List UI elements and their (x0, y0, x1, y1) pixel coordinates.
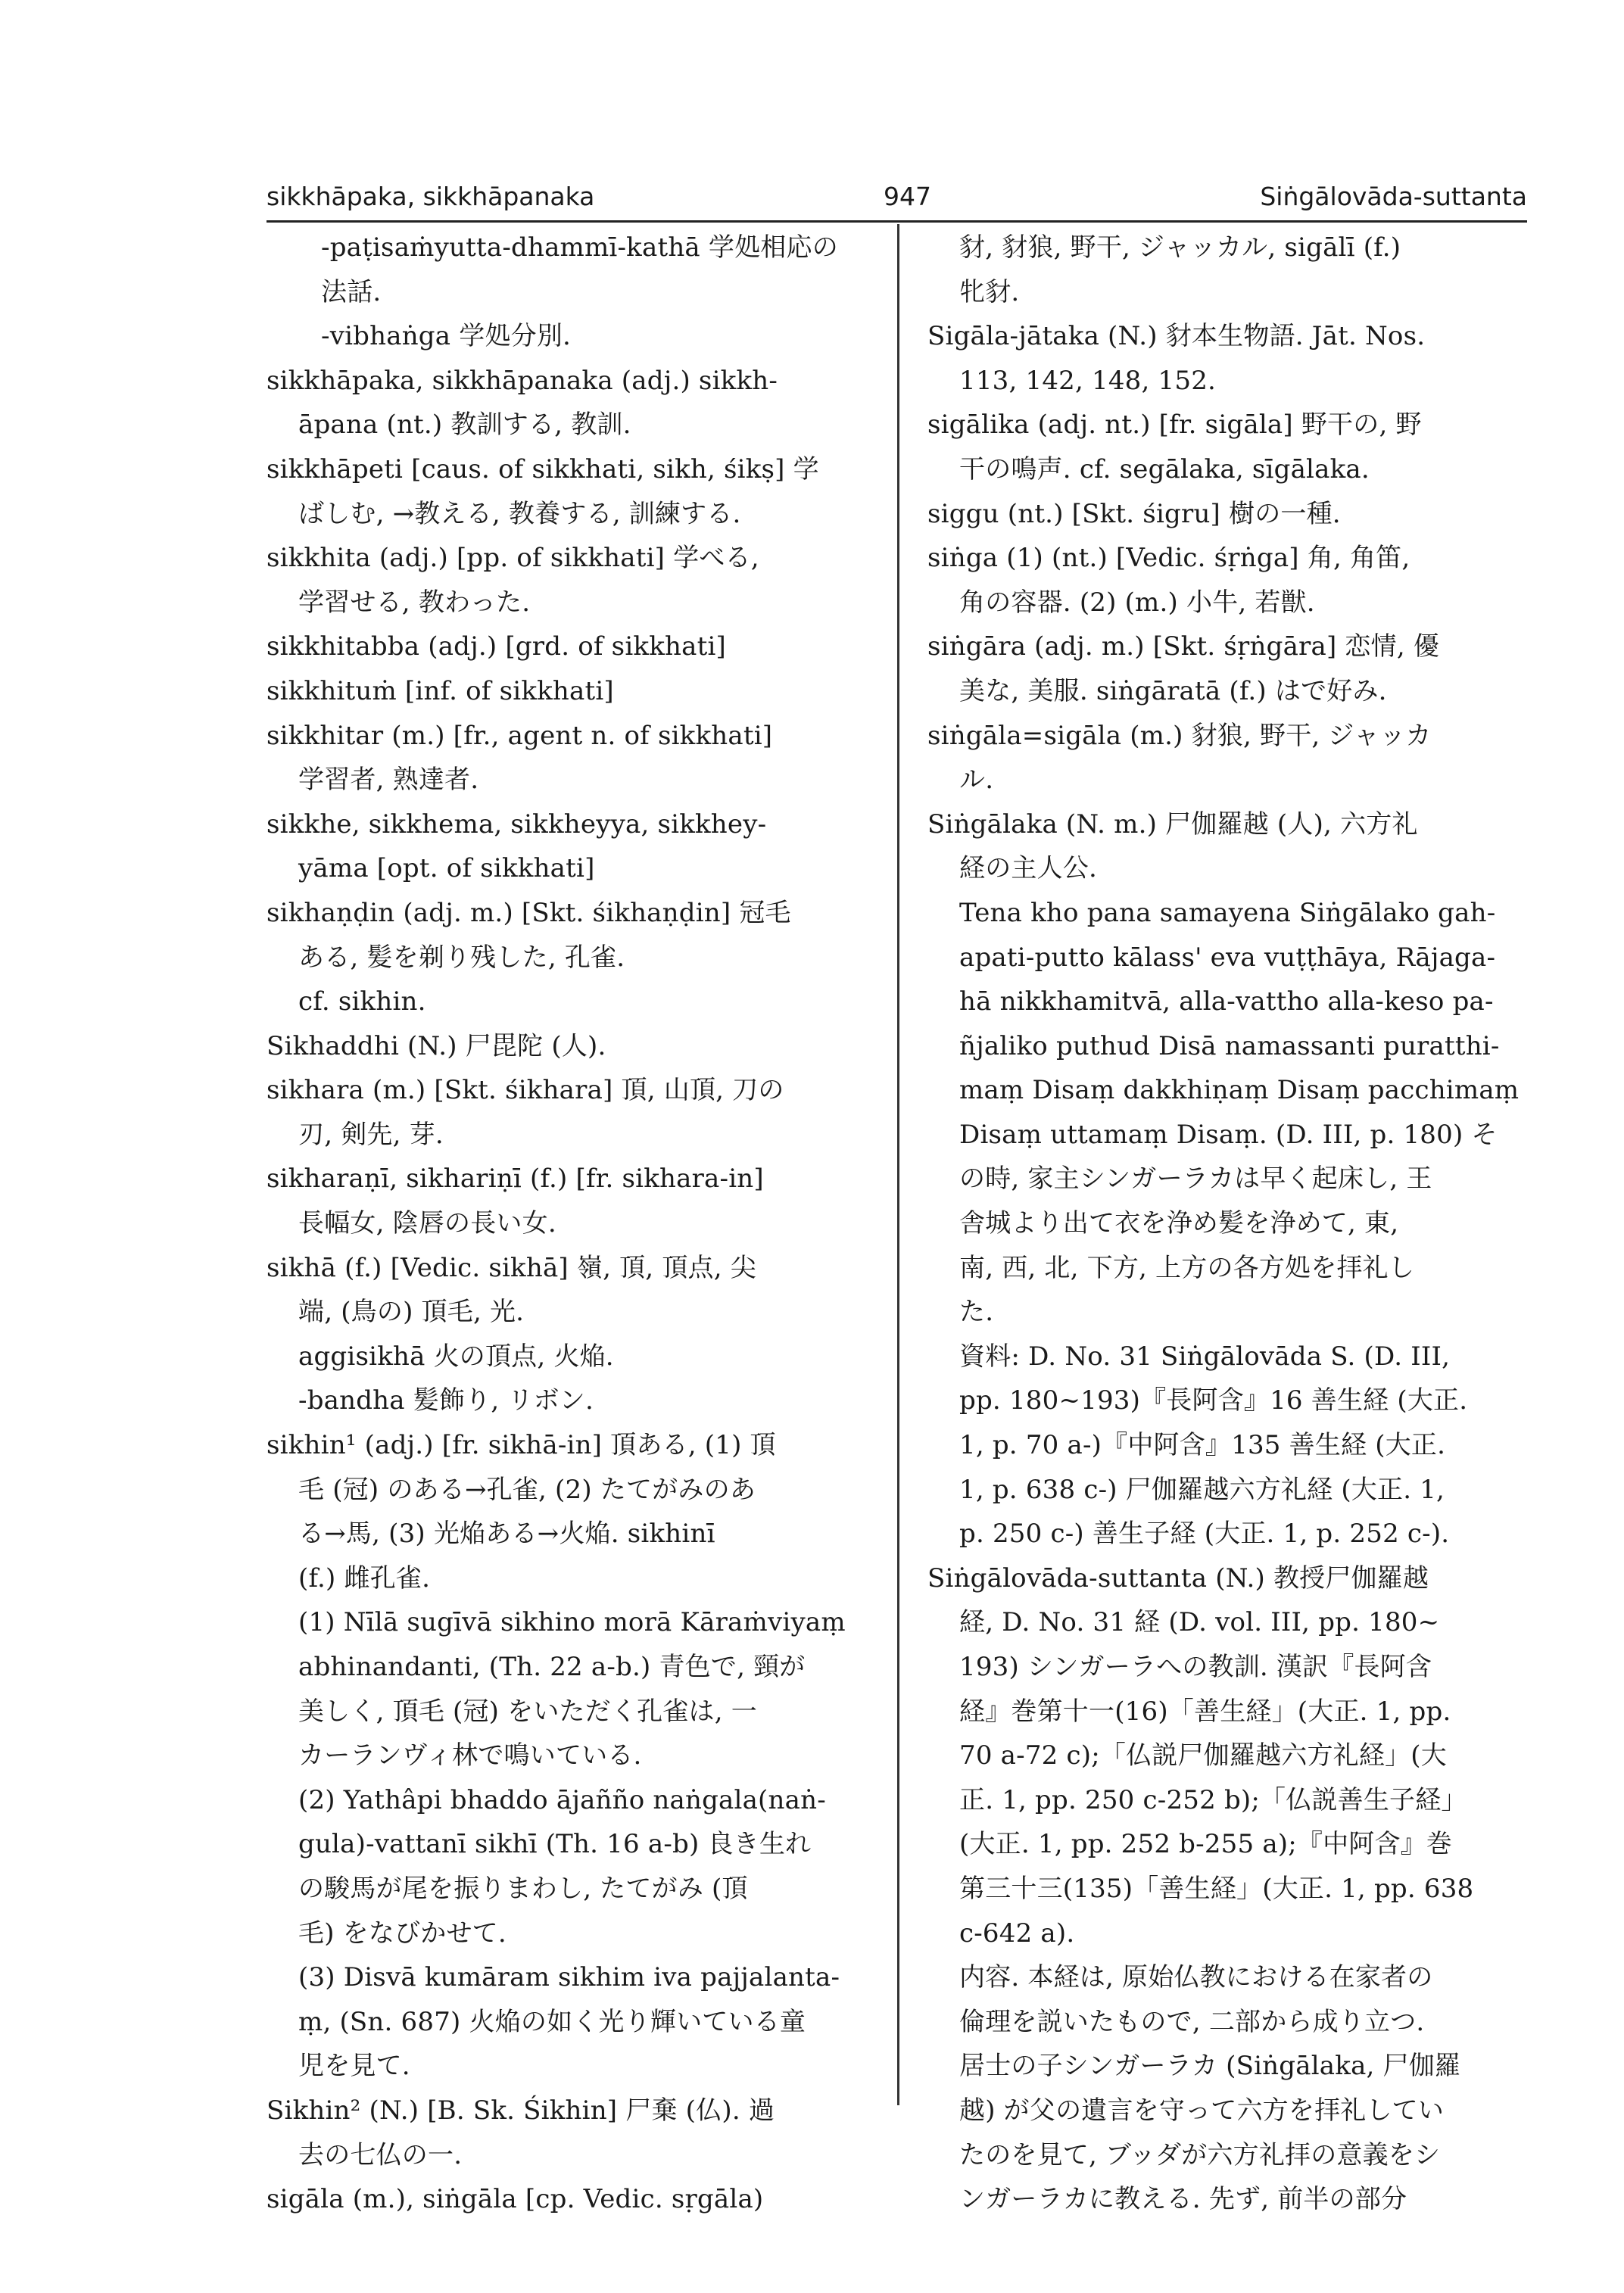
entry-line: 長幅女, 陰唇の長い女. (298, 1208, 556, 1239)
entry-line: る→馬, (3) 光焔ある→火焔. sikhinī (298, 1519, 715, 1550)
entry-line: ある, 髪を剃り残した, 孔雀. (298, 942, 625, 973)
entry-line: 学習せる, 教わった. (298, 587, 531, 618)
entry-line: cf. sikhin. (298, 986, 426, 1017)
entry-line: 居士の子シンガーラカ (Siṅgālaka, 尸伽羅 (959, 2051, 1461, 2082)
entry-line: 毛 (冠) のある→孔雀, (2) たてがみのあ (298, 1474, 756, 1505)
entry-line: sikkhāpeti [caus. of sikkhati, sikh, śikṣ] 学 (267, 453, 819, 484)
entry-line: apati-putto kālass' eva vuṭṭhāya, Rājaga- (959, 942, 1496, 973)
entry-line: siṅgāla=sigāla (m.) 豺狼, 野干, ジャッカ (927, 720, 1432, 751)
entry-line: Siṅgālaka (N. m.) 尸伽羅越 (人), 六方礼 (927, 808, 1418, 840)
entry-line: āpana (nt.) 教訓する, 教訓. (298, 410, 631, 441)
entry-line: の時, 家主シンガーラカは早く起床し, 王 (959, 1164, 1432, 1195)
entry-line: ル. (959, 765, 994, 796)
entry-line: (2) Yathâpi bhaddo ājañño naṅgala(naṅ- (298, 1784, 826, 1815)
entry-line: 70 a-72 c);「仏説尸伽羅越六方礼経」(大 (959, 1740, 1447, 1771)
entry-line: siṅgāra (adj. m.) [Skt. śṛṅgāra] 恋情, 優 (927, 631, 1440, 662)
entry-line: 経』巻第十一(16)「善生経」(大正. 1, pp. (959, 1696, 1451, 1727)
entry-line: sikkhita (adj.) [pp. of sikkhati] 学べる, (267, 543, 759, 574)
entry-line: -paṭisaṁyutta-dhammī-kathā 学処相応の (321, 232, 838, 263)
entry-line: hā nikkhamitvā, alla-vattho alla-keso pa- (959, 986, 1494, 1017)
entry-line: 学習者, 熟達者. (298, 765, 479, 796)
entry-line: ñjaliko puthud Disā namassanti puratthi- (959, 1030, 1500, 1061)
entry-line: た. (959, 1297, 994, 1328)
entry-line: 南, 西, 北, 下方, 上方の各方処を拝礼し (959, 1252, 1415, 1283)
entry-line: 1, p. 70 a-)『中阿含』135 善生経 (大正. (959, 1430, 1446, 1461)
entry-line: sikhaṇḍin (adj. m.) [Skt. śikhaṇḍin] 冠毛 (267, 897, 791, 928)
entry-line: 倫理を説いたもので, 二部から成り立つ. (959, 2006, 1425, 2037)
entry-line: sikkhituṁ [inf. of sikkhati] (267, 675, 614, 706)
entry-line: Sikhaddhi (N.) 尸毘陀 (人). (267, 1030, 606, 1061)
entry-line: 経, D. No. 31 経 (D. vol. III, pp. 180~ (959, 1607, 1440, 1638)
entry-line: pp. 180~193)『長阿含』16 善生経 (大正. (959, 1385, 1468, 1416)
entry-line: 児を見て. (298, 2051, 410, 2082)
column-divider (897, 224, 899, 2105)
entry-line: 資料: D. No. 31 Siṅgālovāda S. (D. III, (959, 1341, 1451, 1372)
entry-line: Tena kho pana samayena Siṅgālako gah- (959, 897, 1496, 928)
entry-line: gula)-vattanī sikhī (Th. 16 a-b) 良き生れ (298, 1829, 812, 1860)
entry-line: abhinandanti, (Th. 22 a-b.) 青色で, 頸が (298, 1652, 806, 1682)
entry-line: ばしむ, →教える, 教養する, 訓練する. (298, 498, 741, 529)
entry-line: ṃ, (Sn. 687) 火焔の如く光り輝いている童 (298, 2006, 806, 2037)
entry-line: -bandha 髪飾り, リボン. (298, 1385, 594, 1416)
entry-line: aggisikhā 火の頂点, 火焔. (298, 1341, 614, 1372)
entry-line: ンガーラカに教える. 先ず, 前半の部分 (959, 2184, 1407, 2215)
entry-line: 牝豺. (959, 276, 1020, 307)
entry-line: 経の主人公. (959, 853, 1098, 884)
entry-line: 毛) をなびかせて. (298, 1918, 507, 1949)
entry-line: sigālika (adj. nt.) [fr. sigāla] 野干の, 野 (927, 410, 1422, 441)
entry-line: カーランヴィ林で鳴いている. (298, 1740, 642, 1771)
entry-line: 刃, 剣先, 芽. (298, 1119, 444, 1150)
entry-line: (1) Nīlā sugīvā sikhino morā Kāraṁviyaṃ (298, 1607, 846, 1638)
entry-line: sigāla (m.), siṅgāla [cp. Vedic. sṛgāla) (267, 2184, 764, 2215)
entry-line: たのを見て, ブッダが六方礼拝の意義をシ (959, 2139, 1441, 2170)
entry-line: 内容. 本経は, 原始仏教における在家者の (959, 1962, 1433, 1993)
entry-line: maṃ Disaṃ dakkhiṇaṃ Disaṃ pacchimaṃ (959, 1075, 1520, 1106)
entry-line: 越) が父の遺言を守って六方を拝礼してい (959, 2095, 1445, 2126)
entry-line: 干の鳴声. cf. segālaka, sīgālaka. (959, 453, 1370, 484)
right-column (927, 226, 1529, 2222)
entry-line: (f.) 雌孔雀. (298, 1562, 431, 1594)
entry-line: sikhā (f.) [Vedic. sikhā] 嶺, 頂, 頂点, 尖 (267, 1252, 756, 1283)
entry-line: sikhin¹ (adj.) [fr. sikhā-in] 頂ある, (1) 頂 (267, 1430, 776, 1461)
entry-line: 正. 1, pp. 250 c-252 b);「仏説善生子経」 (959, 1784, 1467, 1815)
page-header (267, 176, 1527, 218)
entry-line: sikharaṇī, sikhariṇī (f.) [fr. sikhara-in] (267, 1164, 764, 1195)
entry-line: siṅga (1) (nt.) [Vedic. śṛṅga] 角, 角笛, (927, 543, 1410, 574)
entry-line: 113, 142, 148, 152. (959, 365, 1217, 396)
entry-line: sikkhe, sikkhema, sikkheyya, sikkhey- (267, 808, 767, 840)
header-right-guideword: Siṅgālovāda-suttanta (1260, 182, 1527, 211)
entry-line: Siṅgālovāda-suttanta (N.) 教授尸伽羅越 (927, 1562, 1429, 1594)
entry-line: Sikhin² (N.) [B. Sk. Śikhin] 尸棄 (仏). 過 (267, 2095, 775, 2126)
entry-line: 法話. (321, 276, 382, 307)
entry-line: 角の容器. (2) (m.) 小牛, 若獣. (959, 587, 1315, 618)
entry-line: siggu (nt.) [Skt. śigru] 樹の一種. (927, 498, 1341, 529)
entry-line: 第三十三(135)「善生経」(大正. 1, pp. 638 (959, 1873, 1474, 1904)
entry-line: 1, p. 638 c-) 尸伽羅越六方礼経 (大正. 1, (959, 1474, 1445, 1505)
entry-line: 舎城より出て衣を浄め髪を浄めて, 東, (959, 1208, 1399, 1239)
left-column (267, 226, 880, 2222)
entry-line: 193) シンガーラへの教訓. 漢訳『長阿含 (959, 1652, 1432, 1682)
entry-line: (3) Disvā kumāram sikhim iva pajjalanta- (298, 1962, 840, 1993)
entry-line: の駿馬が尾を振りまわし, たてがみ (頂 (298, 1873, 748, 1904)
entry-line: 豺, 豺狼, 野干, ジャッカル, sigālī (f.) (959, 232, 1401, 263)
entry-line: 美な, 美服. siṅgāratā (f.) はで好み. (959, 675, 1387, 706)
entry-line: 美しく, 頂毛 (冠) をいただく孔雀は, 一 (298, 1696, 757, 1727)
entry-line: Disaṃ uttamaṃ Disaṃ. (D. III, p. 180) そ (959, 1119, 1498, 1150)
entry-line: yāma [opt. of sikkhati] (298, 853, 595, 884)
entry-line: p. 250 c-) 善生子経 (大正. 1, p. 252 c-). (959, 1519, 1450, 1550)
entry-line: 去の七仏の一. (298, 2139, 463, 2170)
header-left-guideword: sikkhāpaka, sikkhāpanaka (267, 182, 595, 211)
entry-line: sikhara (m.) [Skt. śikhara] 頂, 山頂, 刀の (267, 1075, 784, 1106)
entry-line: sikkhitabba (adj.) [grd. of sikkhati] (267, 631, 726, 662)
entry-line: c-642 a). (959, 1918, 1075, 1949)
entry-line: 端, (鳥の) 頂毛, 光. (298, 1297, 525, 1328)
entry-line: -vibhaṅga 学処分別. (321, 321, 572, 352)
page-number: 947 (884, 182, 931, 211)
header-rule (267, 220, 1527, 223)
entry-line: sikkhāpaka, sikkhāpanaka (adj.) sikkh- (267, 365, 778, 396)
entry-line: sikkhitar (m.) [fr., agent n. of sikkhati] (267, 720, 773, 751)
entry-line: Sigāla-jātaka (N.) 豺本生物語. Jāt. Nos. (927, 321, 1426, 352)
entry-line: (大正. 1, pp. 252 b-255 a);『中阿含』巻 (959, 1829, 1453, 1860)
